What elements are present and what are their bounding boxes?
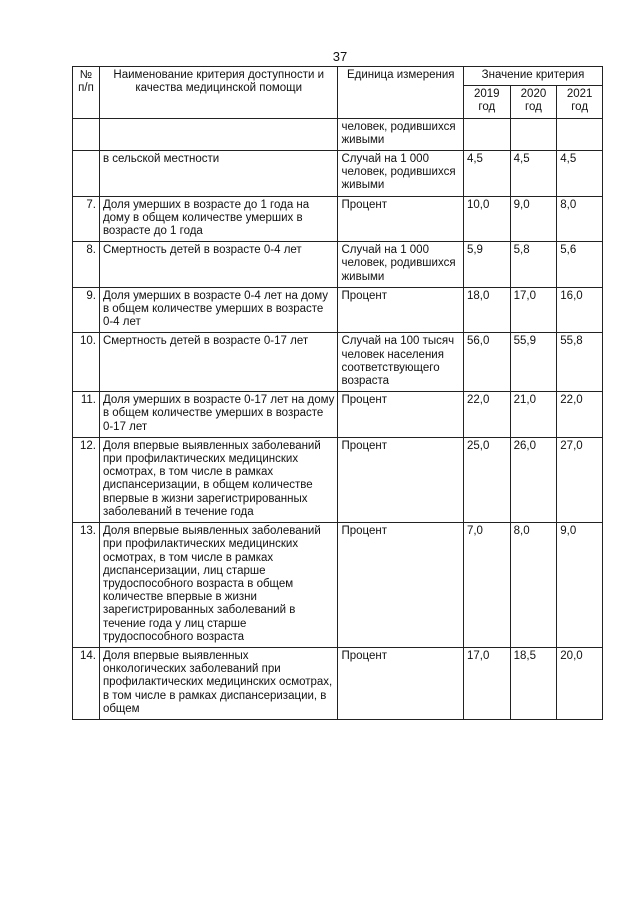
row-value-2020: 5,8 [510,242,557,288]
row-value-2021: 55,8 [557,333,603,392]
table-header-row [73,67,603,86]
row-name: Смертность детей в возрасте 0-4 лет [99,242,338,288]
row-num: 9. [73,287,100,333]
row-value-2020: 55,9 [510,333,557,392]
table-row [73,287,603,333]
row-value-2019: 7,0 [463,523,510,648]
header-value-group: Значение критерия [463,67,602,86]
row-num: 7. [73,196,100,242]
row-unit: человек, родившихся живыми [338,118,463,150]
row-unit: Процент [338,523,463,648]
row-name: Доля впервые выявленных заболеваний при профилактических медицинских осмотрах, в том числе в рамках диспансеризации, в общем количестве впервые в жизни зарегистрированных заболеваний в течение года [99,437,338,522]
row-value-2021: 5,6 [557,242,603,288]
page-number: 37 [332,49,348,64]
row-unit: Процент [338,196,463,242]
row-unit: Процент [338,437,463,522]
row-name [99,118,338,150]
row-value-2021: 27,0 [557,437,603,522]
row-unit: Случай на 1 000 человек, родившихся живыми [338,242,463,288]
row-value-2019: 22,0 [463,392,510,438]
row-name: Доля впервые выявленных заболеваний при профилактических медицинских осмотрах, в том числе в рамках диспансеризации, лиц старше трудоспособного возраста в общем количестве впервые в жизни зарегистрированных заболеваний в течение года у лиц старше трудоспособного возраста [99,523,338,648]
row-num: 14. [73,647,100,719]
row-value-2020 [510,118,557,150]
row-value-2019: 10,0 [463,196,510,242]
row-num: 8. [73,242,100,288]
row-value-2020: 17,0 [510,287,557,333]
criteria-table [72,66,603,720]
row-name: Доля умерших в возрасте 0-17 лет на дому в общем количестве умерших в возрасте 0-17 лет [99,392,338,438]
row-value-2021: 20,0 [557,647,603,719]
row-value-2019: 18,0 [463,287,510,333]
row-value-2021: 9,0 [557,523,603,648]
row-value-2019: 4,5 [463,151,510,197]
row-unit: Процент [338,392,463,438]
row-name: в сельской местности [99,151,338,197]
row-num: 11. [73,392,100,438]
row-value-2020: 9,0 [510,196,557,242]
row-unit: Процент [338,647,463,719]
table-row [73,392,603,438]
row-name: Доля впервые выявленных онкологических заболеваний при профилактических медицинских осмотрах, в том числе в рамках диспансеризации, в общем [99,647,338,719]
row-value-2019: 56,0 [463,333,510,392]
table-row [73,242,603,288]
table-body [73,118,603,719]
header-name: Наименование критерия доступности и качества медицинской помощи [99,67,338,119]
row-value-2019: 25,0 [463,437,510,522]
row-unit: Случай на 100 тысяч человек населения соответствующего возраста [338,333,463,392]
row-name: Доля умерших в возрасте до 1 года на дому в общем количестве умерших в возрасте до 1 года [99,196,338,242]
row-value-2021 [557,118,603,150]
header-num: № п/п [73,67,100,119]
row-num: 13. [73,523,100,648]
row-value-2020: 18,5 [510,647,557,719]
row-unit: Процент [338,287,463,333]
table-row [73,196,603,242]
row-value-2019: 5,9 [463,242,510,288]
row-name: Доля умерших в возрасте 0-4 лет на дому в общем количестве умерших в возрасте 0-4 лет [99,287,338,333]
table-row [73,437,603,522]
row-value-2020: 4,5 [510,151,557,197]
row-value-2019 [463,118,510,150]
header-unit: Единица измерения [338,67,463,119]
row-value-2019: 17,0 [463,647,510,719]
row-value-2020: 26,0 [510,437,557,522]
header-year-2021: 2021 год [557,86,603,118]
header-year-2019: 2019 год [463,86,510,118]
row-num [73,118,100,150]
row-value-2021: 8,0 [557,196,603,242]
row-num: 12. [73,437,100,522]
row-value-2021: 16,0 [557,287,603,333]
row-unit: Случай на 1 000 человек, родившихся живыми [338,151,463,197]
row-value-2021: 4,5 [557,151,603,197]
table-row [73,523,603,648]
row-value-2021: 22,0 [557,392,603,438]
row-value-2020: 8,0 [510,523,557,648]
table-row [73,151,603,197]
table-row [73,647,603,719]
table-row [73,118,603,150]
row-num [73,151,100,197]
row-num: 10. [73,333,100,392]
header-year-2020: 2020 год [510,86,557,118]
table-row [73,333,603,392]
row-value-2020: 21,0 [510,392,557,438]
row-name: Смертность детей в возрасте 0-17 лет [99,333,338,392]
